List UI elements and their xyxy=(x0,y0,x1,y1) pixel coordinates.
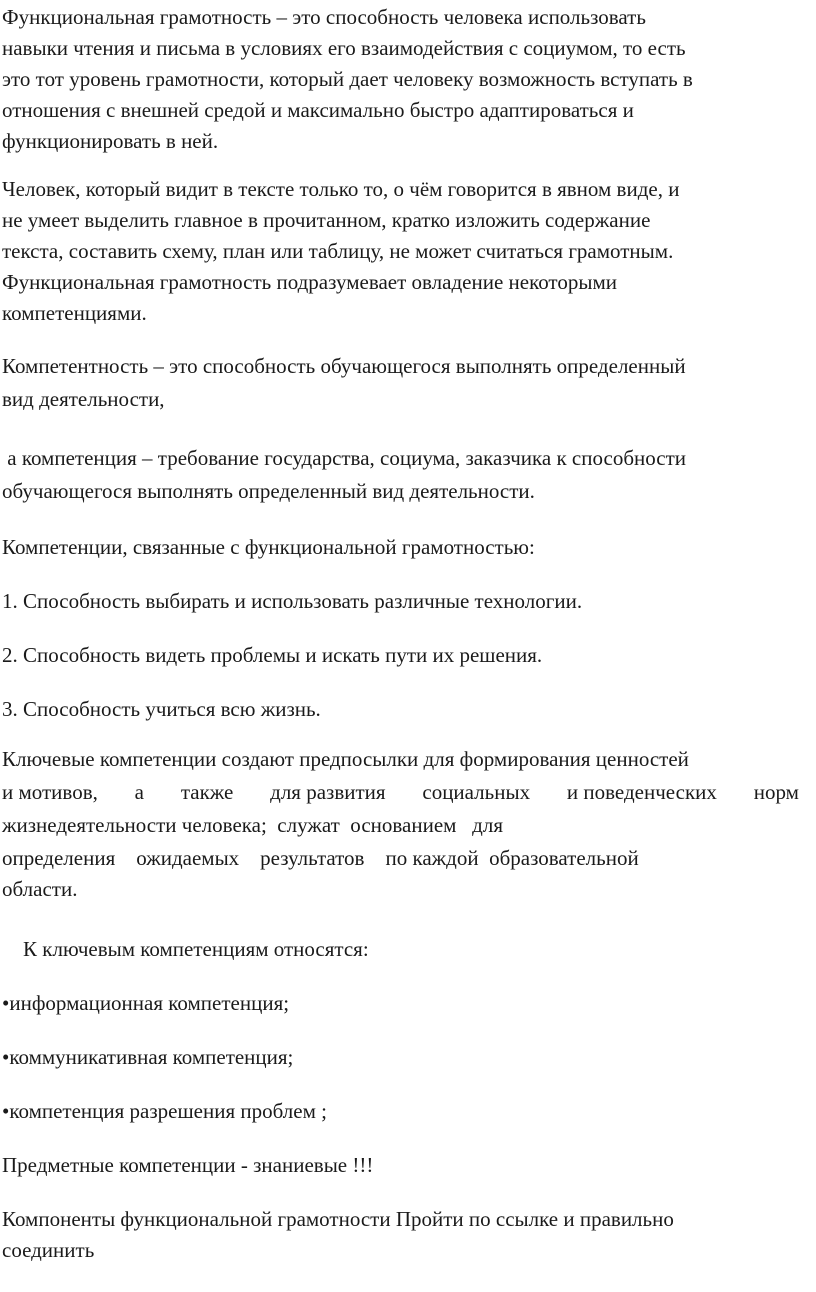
word: для развития xyxy=(270,780,386,804)
word: социальных xyxy=(422,780,531,804)
text-line: Компетенции, связанные с функциональной грамотностью: xyxy=(2,535,535,559)
paragraph-competencies-heading xyxy=(2,532,810,563)
list-item xyxy=(2,586,810,617)
paragraph-key-competencies-intro xyxy=(2,934,810,965)
text-line: Человек, который видит в тексте только то, о чём говорится в явном виде, и xyxy=(2,177,680,201)
text-line: Ключевые компетенции создают предпосылки для формирования ценностей xyxy=(2,747,689,771)
text-line: функционировать в ней. xyxy=(2,129,219,153)
text-line: Предметные компетенции - знаниевые !!! xyxy=(2,1153,374,1177)
text-line: •компетенция разрешения проблем ; xyxy=(2,1099,327,1123)
text-line-justified xyxy=(2,776,799,809)
list-item xyxy=(2,640,810,671)
text-line: соединить xyxy=(2,1238,95,1262)
paragraph-components xyxy=(2,1204,810,1266)
word: также xyxy=(180,780,234,804)
text-line: навыки чтения и письма в условиях его взаимодействия с социумом, то есть xyxy=(2,36,686,60)
bullet-item xyxy=(2,1042,810,1073)
text-line: отношения с внешней средой и максимально быстро адаптироваться и xyxy=(2,98,634,122)
text-line: Функциональная грамотность подразумевает овладение некоторыми xyxy=(2,270,617,294)
text-line: жизнедеятельности человека; служат основанием для xyxy=(2,813,503,837)
word: и мотивов, xyxy=(2,780,98,804)
paragraph-human xyxy=(2,174,810,329)
paragraph-key-competencies xyxy=(2,743,810,904)
list-item xyxy=(2,694,810,725)
paragraph-competency-requirement xyxy=(2,442,810,508)
text-line: определения ожидаемых результатов по каждой образовательной xyxy=(2,846,639,870)
paragraph-subject-competencies xyxy=(2,1150,810,1181)
bullet-item xyxy=(2,988,810,1019)
text-line: области. xyxy=(2,877,78,901)
text-line: обучающегося выполнять определенный вид деятельности. xyxy=(2,479,535,503)
text-line: 1. Способность выбирать и использовать различные технологии. xyxy=(2,589,583,613)
bullet-item xyxy=(2,1096,810,1127)
text-line: Компоненты функциональной грамотности Пройти по ссылке и правильно xyxy=(2,1207,674,1231)
text-line: вид деятельности, xyxy=(2,387,165,411)
text-line: К ключевым компетенциям относятся: xyxy=(2,937,369,961)
word: а xyxy=(134,780,144,804)
text-line: •коммуникативная компетенция; xyxy=(2,1045,294,1069)
text-line: не умеет выделить главное в прочитанном, кратко изложить содержание xyxy=(2,208,651,232)
text-line: а компетенция – требование государства, социума, заказчика к способности xyxy=(2,446,686,470)
text-line: текста, составить схему, план или таблицу, не может считаться грамотным. xyxy=(2,239,674,263)
text-line: •информационная компетенция; xyxy=(2,991,290,1015)
paragraph-definition xyxy=(2,2,810,157)
text-line: компетенциями. xyxy=(2,301,147,325)
text-line: Компетентность – это способность обучающегося выполнять определенный xyxy=(2,354,686,378)
text-line: 2. Способность видеть проблемы и искать пути их решения. xyxy=(2,643,543,667)
word: и поведенческих xyxy=(566,780,717,804)
word: норм xyxy=(753,780,799,804)
text-line: это тот уровень грамотности, который дает человеку возможность вступать в xyxy=(2,67,693,91)
paragraph-competence-definition xyxy=(2,350,810,416)
text-line: Функциональная грамотность – это способность человека использовать xyxy=(2,5,646,29)
text-line: 3. Способность учиться всю жизнь. xyxy=(2,697,321,721)
